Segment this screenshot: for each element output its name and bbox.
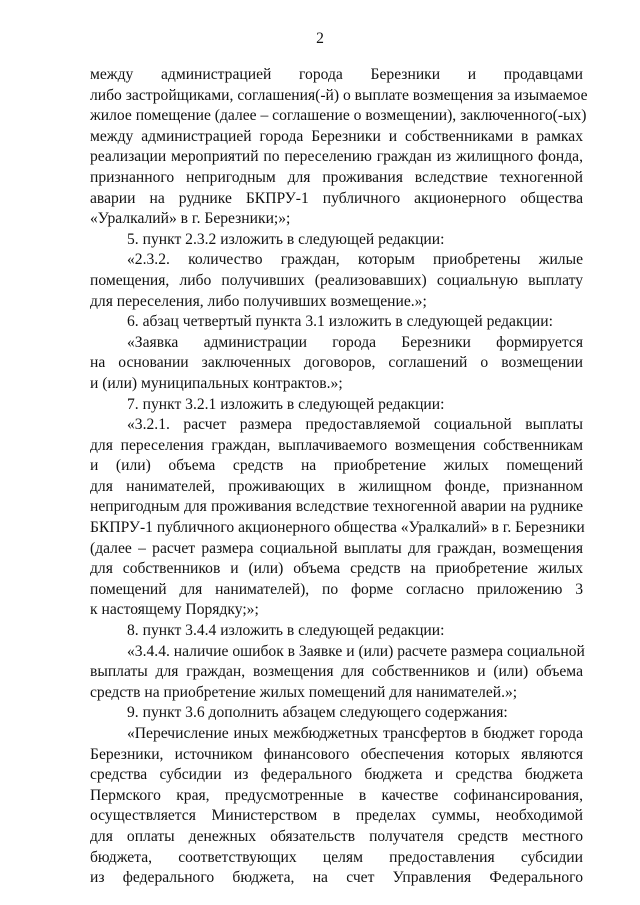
text-line: помещений для нанимателей), по форме согласно приложению 3: [90, 580, 583, 598]
text-line: «3.4.4. наличие ошибок в Заявке и (или) расчете размера социальной: [127, 642, 585, 660]
text-line: БКПРУ-1 публичного акционерного общества «Уралкалий» в г. Березники: [90, 519, 585, 537]
text-line: «2.3.2. количество граждан, которым приобретены жилые: [127, 251, 583, 269]
item-heading-6: 6. абзац четвертый пункта 3.1 изложить в следующей редакции:: [127, 313, 553, 331]
document-body: [90, 65, 588, 889]
page-number: 2: [316, 30, 324, 47]
text-line: средства субсидии из федерального бюджета и средства бюджета: [90, 766, 583, 784]
text-line: «Перечисление иных межбюджетных трансфертов в бюджет города: [127, 725, 583, 742]
text-line: «Заявка администрации города Березники формируется: [127, 333, 583, 351]
text-line: «Уралкалий» в г. Березники;»;: [90, 210, 291, 228]
text-line: из федерального бюджета, на счет Управления Федерального: [90, 869, 583, 887]
text-line: признанного непригодным для проживания вследствие техногенной: [90, 168, 583, 186]
text-line: между администрацией города Березники и продавцами: [90, 66, 583, 83]
text-line: Березники, источником финансового обеспечения которых являются: [90, 745, 583, 763]
text-line: и (или) муниципальных контрактов.»;: [90, 374, 343, 392]
text-line: аварии на руднике БКПРУ-1 публичного акционерного общества: [90, 189, 583, 207]
item-heading-9: 9. пункт 3.6 дополнить абзацем следующего содержания:: [127, 704, 508, 722]
item-heading-5: 5. пункт 2.3.2 изложить в следующей редакции:: [127, 230, 445, 248]
text-line: для переселения граждан, выплачиваемого возмещения собственникам: [90, 436, 583, 454]
text-line: (далее – расчет размера социальной выплаты для граждан, возмещения: [90, 539, 583, 557]
text-line: осуществляется Министерством в пределах суммы, необходимой: [90, 807, 583, 825]
text-line: жилое помещение (далее – соглашение о возмещении), заключенного(-ых): [90, 107, 587, 125]
text-line: реализации мероприятий по переселению граждан из жилищного фонда,: [90, 148, 583, 166]
text-line: бюджета, соответствующих целям предоставления субсидии: [90, 848, 583, 866]
text-line: непригодным для проживания вследствие техногенной аварии на руднике: [90, 498, 583, 516]
item-heading-7: 7. пункт 3.2.1 изложить в следующей редакции:: [127, 395, 445, 413]
text-line: средств на приобретение жилых помещений для нанимателей.»;: [90, 683, 518, 701]
text-line: к настоящему Порядку;»;: [90, 601, 259, 619]
text-line: помещения, либо получивших (реализовавших) социальную выплату: [90, 271, 583, 289]
text-line: для оплаты денежных обязательств получателя средств местного: [90, 827, 583, 845]
text-line: для нанимателей, проживающих в жилищном фонде, признанном: [90, 477, 583, 495]
item-heading-8: 8. пункт 3.4.4 изложить в следующей редакции:: [127, 622, 445, 640]
text-line: для переселения, либо получивших возмещение.»;: [90, 292, 427, 310]
text-line: и (или) объема средств на приобретение жилых помещений: [90, 457, 583, 475]
text-line: для собственников и (или) объема средств на приобретение жилых: [90, 560, 583, 578]
text-line: на основании заключенных договоров, соглашений о возмещении: [90, 354, 583, 372]
text-line: «3.2.1. расчет размера предоставляемой социальной выплаты: [127, 416, 583, 434]
text-line: выплаты для граждан, возмещения для собственников и (или) объема: [90, 663, 583, 681]
text-line: между администрацией города Березники и собственниками в рамках: [90, 127, 583, 145]
text-line: Пермского края, предусмотренные в качестве софинансирования,: [90, 786, 583, 804]
text-line: либо застройщиками, соглашения(-й) о выплате возмещения за изымаемое: [90, 86, 588, 104]
